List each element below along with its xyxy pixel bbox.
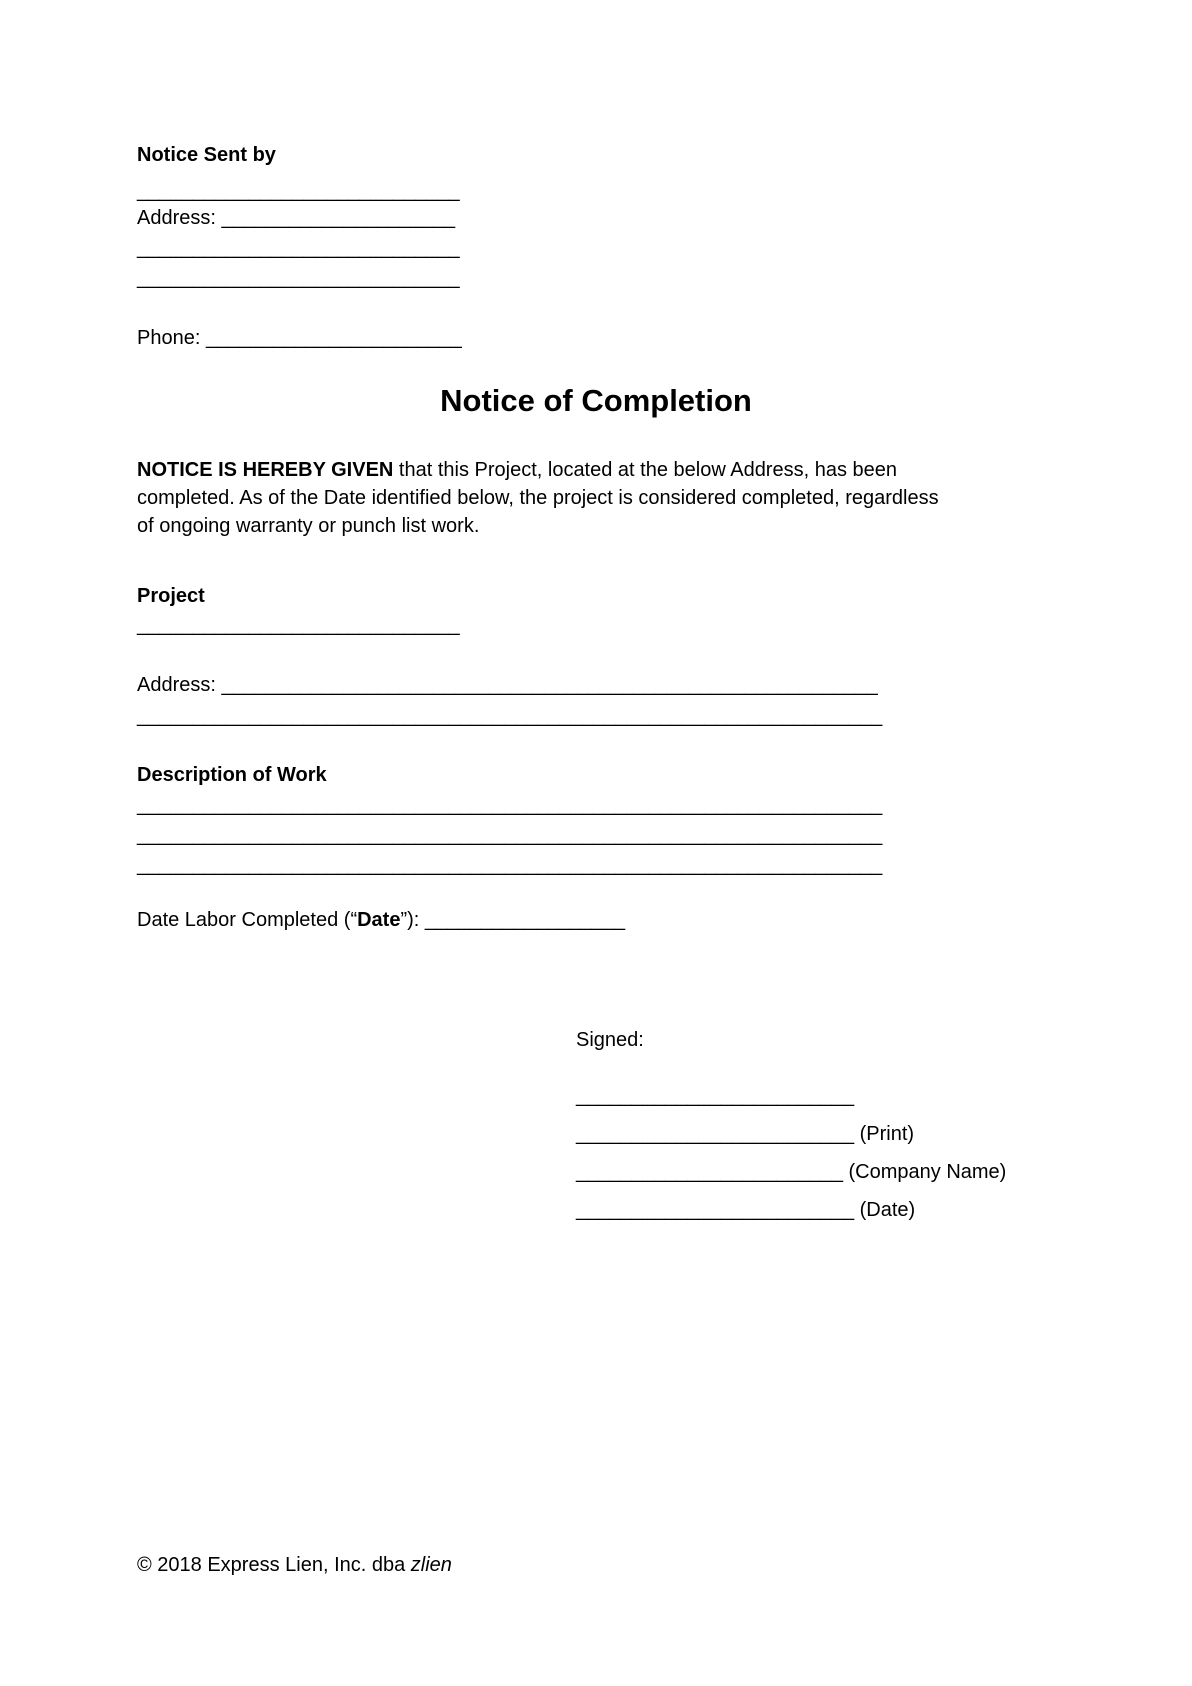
project-address-row <box>137 673 878 697</box>
completion-line: __________________ <box>424 909 626 931</box>
company-label: (Company Name) <box>842 1161 1007 1183</box>
sender-name-line: _____________________________ <box>137 180 460 202</box>
sender-phone-row <box>137 326 462 350</box>
signature-print-row <box>576 1122 914 1146</box>
intro-paragraph <box>137 456 959 540</box>
sender-address-label: Address: <box>137 207 216 229</box>
work-heading: Description of Work <box>137 764 327 786</box>
signature-heading: Signed: <box>576 1029 644 1051</box>
sender-heading: Notice Sent by <box>137 144 276 166</box>
signature-company-line: ________________________ <box>576 1161 843 1183</box>
signature-date-line: _________________________ <box>576 1199 855 1221</box>
date-label: (Date) <box>854 1199 916 1221</box>
phone-line: _______________________ <box>205 327 462 349</box>
footer-text: © 2018 Express Lien, Inc. dba <box>137 1554 411 1576</box>
footer-brand: zlien <box>410 1554 452 1576</box>
project-address-line: ___________________________________________________________ <box>221 674 878 696</box>
document-title: Notice of Completion <box>440 383 752 418</box>
sender-address-line-3: _____________________________ <box>137 267 460 289</box>
completion-date-row <box>137 908 625 932</box>
work-line-3: ___________________________________________________________________ <box>137 854 883 876</box>
print-label: (Print) <box>854 1123 915 1145</box>
project-address-line-2: ___________________________________________________________________ <box>137 705 883 727</box>
completion-term: Date <box>357 909 401 931</box>
sender-address-row <box>137 206 455 230</box>
signature-date-row <box>576 1198 915 1222</box>
intro-lead: NOTICE IS HEREBY GIVEN <box>137 459 394 481</box>
phone-label: Phone: <box>137 327 201 349</box>
sender-address-line: _____________________ <box>221 207 456 229</box>
sender-address-line-2: _____________________________ <box>137 237 460 259</box>
completion-prefix: Date Labor Completed (“ <box>137 909 358 931</box>
work-line-2: ___________________________________________________________________ <box>137 824 883 846</box>
work-line-1: ___________________________________________________________________ <box>137 794 883 816</box>
project-name-line: _____________________________ <box>137 614 460 636</box>
signature-sign-line: _________________________ <box>576 1085 855 1107</box>
footer <box>137 1553 452 1577</box>
completion-suffix: ”): <box>400 909 425 931</box>
signature-print-line: _________________________ <box>576 1123 855 1145</box>
signature-company-row <box>576 1160 1006 1184</box>
intro-body: that this Project, located at the below Address, has been completed. As of the Date identified below, the project is considered completed, regardless of ongoing warranty or punch list work. <box>137 459 939 537</box>
project-heading: Project <box>137 585 205 607</box>
project-address-label: Address: <box>137 674 216 696</box>
